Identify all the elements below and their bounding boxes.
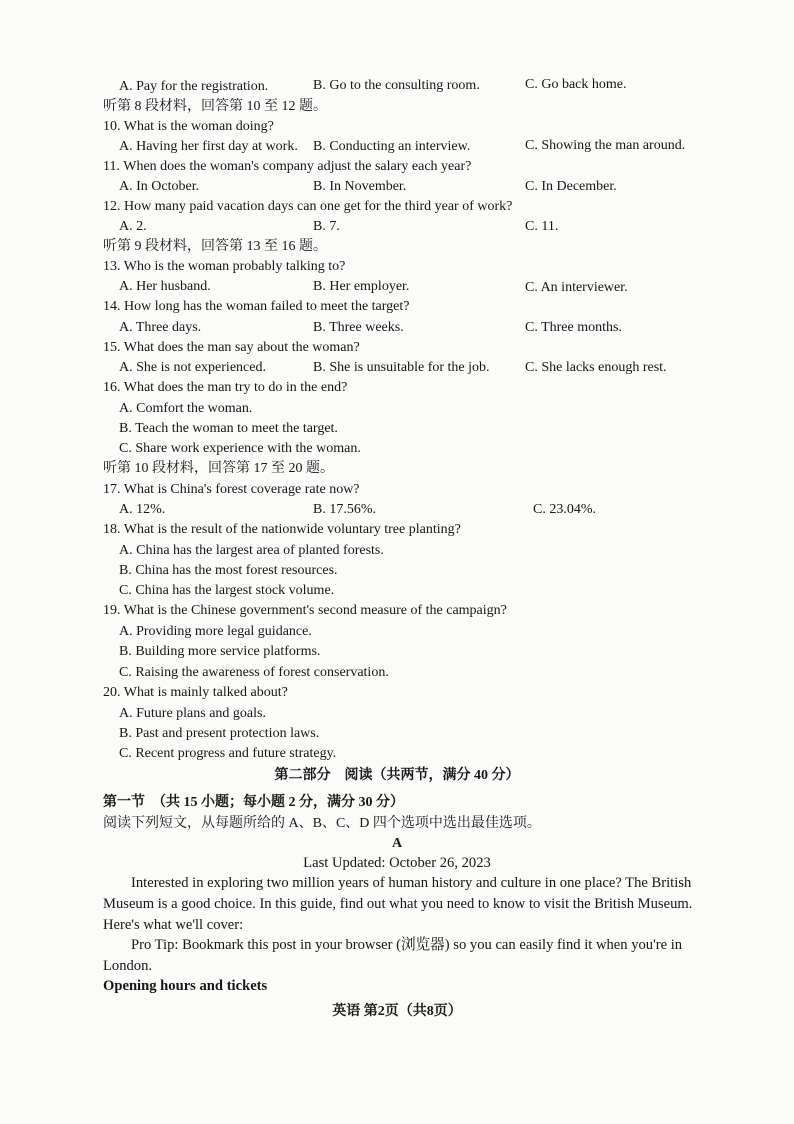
q16-option-a: A. Comfort the woman. bbox=[119, 401, 253, 416]
q20-option-c: C. Recent progress and future strategy. bbox=[119, 746, 337, 761]
q9-option-c: C. Go back home. bbox=[525, 77, 627, 92]
q9-option-a: A. Pay for the registration. bbox=[119, 79, 269, 94]
page-footer: 英语 第2页（共8页） bbox=[332, 1004, 462, 1019]
q20-stem: 20. What is mainly talked about? bbox=[103, 685, 288, 700]
q20-option-b: B. Past and present protection laws. bbox=[119, 726, 320, 741]
q20-option-a: A. Future plans and goals. bbox=[119, 706, 266, 721]
q12-stem: 12. How many paid vacation days can one get for the third year of work? bbox=[103, 199, 513, 214]
q19-option-c: C. Raising the awareness of forest conservation. bbox=[119, 665, 389, 680]
q10-option-c: C. Showing the man around. bbox=[525, 138, 686, 153]
q10-stem: 10. What is the woman doing? bbox=[103, 119, 274, 134]
section-heading-10: 听第 10 段材料，回答第 17 至 20 题。 bbox=[103, 461, 334, 476]
reading-instructions: 阅读下列短文，从每题所给的 A、B、C、D 四个选项中选出最佳选项。 bbox=[103, 816, 541, 831]
q19-stem: 19. What is the Chinese government's second measure of the campaign? bbox=[103, 603, 507, 618]
q12-option-c: C. 11. bbox=[525, 219, 559, 234]
q12-option-b: B. 7. bbox=[313, 219, 340, 234]
passage-heading: Opening hours and tickets bbox=[103, 978, 268, 994]
q19-option-a: A. Providing more legal guidance. bbox=[119, 624, 312, 639]
q11-option-c: C. In December. bbox=[525, 179, 617, 194]
q10-option-a: A. Having her first day at work. bbox=[119, 139, 298, 154]
q15-option-a: A. She is not experienced. bbox=[119, 360, 266, 375]
q14-stem: 14. How long has the woman failed to meet the target? bbox=[103, 299, 410, 314]
passage-letter: A bbox=[391, 836, 403, 851]
q19-option-b: B. Building more service platforms. bbox=[119, 644, 321, 659]
section-heading-8: 听第 8 段材料，回答第 10 至 12 题。 bbox=[103, 99, 327, 114]
q18-stem: 18. What is the result of the nationwide voluntary tree planting? bbox=[103, 522, 461, 537]
q9-option-b: B. Go to the consulting room. bbox=[313, 78, 480, 93]
q17-option-b: B. 17.56%. bbox=[313, 502, 376, 517]
q11-stem: 11. When does the woman's company adjust the salary each year? bbox=[103, 159, 472, 174]
last-updated: Last Updated: October 26, 2023 bbox=[303, 855, 491, 871]
q11-option-b: B. In November. bbox=[313, 179, 407, 194]
q15-option-c: C. She lacks enough rest. bbox=[525, 360, 667, 375]
q14-option-b: B. Three weeks. bbox=[313, 320, 404, 335]
q11-option-a: A. In October. bbox=[119, 179, 200, 194]
passage-paragraph-2: Pro Tip: Bookmark this post in your browser (浏览器) so you can easily find it when you're in London. bbox=[103, 937, 683, 974]
q18-option-a: A. China has the largest area of planted forests. bbox=[119, 543, 384, 558]
q13-option-b: B. Her employer. bbox=[313, 279, 410, 294]
q13-option-c: C. An interviewer. bbox=[525, 280, 628, 295]
q14-option-c: C. Three months. bbox=[525, 320, 622, 335]
q18-option-b: B. China has the most forest resources. bbox=[119, 563, 338, 578]
q13-stem: 13. Who is the woman probably talking to? bbox=[103, 259, 346, 274]
section-heading-9: 听第 9 段材料，回答第 13 至 16 题。 bbox=[103, 239, 327, 254]
q12-option-a: A. 2. bbox=[119, 219, 147, 234]
passage-paragraph-1: Interested in exploring two million years of human history and culture in one place? The British Museum is a good choice. In this guide, find out what you need to know to visit the British Museum. Here's what we'll cover: bbox=[103, 875, 693, 933]
q18-option-c: C. China has the largest stock volume. bbox=[119, 583, 335, 598]
q17-option-a: A. 12%. bbox=[119, 502, 166, 517]
q15-option-b: B. She is unsuitable for the job. bbox=[313, 360, 490, 375]
q13-option-a: A. Her husband. bbox=[119, 279, 211, 294]
q17-option-c: C. 23.04%. bbox=[533, 502, 596, 517]
q14-option-a: A. Three days. bbox=[119, 320, 202, 335]
q16-option-c: C. Share work experience with the woman. bbox=[119, 441, 361, 456]
q10-option-b: B. Conducting an interview. bbox=[313, 139, 471, 154]
q17-stem: 17. What is China's forest coverage rate now? bbox=[103, 482, 360, 497]
q16-stem: 16. What does the man try to do in the end? bbox=[103, 380, 348, 395]
section-one-heading: 第一节 （共 15 小题；每小题 2 分，满分 30 分） bbox=[103, 795, 404, 810]
q15-stem: 15. What does the man say about the woman? bbox=[103, 340, 360, 355]
q16-option-b: B. Teach the woman to meet the target. bbox=[119, 421, 338, 436]
part-two-heading: 第二部分 阅读（共两节，满分 40 分） bbox=[274, 768, 520, 783]
